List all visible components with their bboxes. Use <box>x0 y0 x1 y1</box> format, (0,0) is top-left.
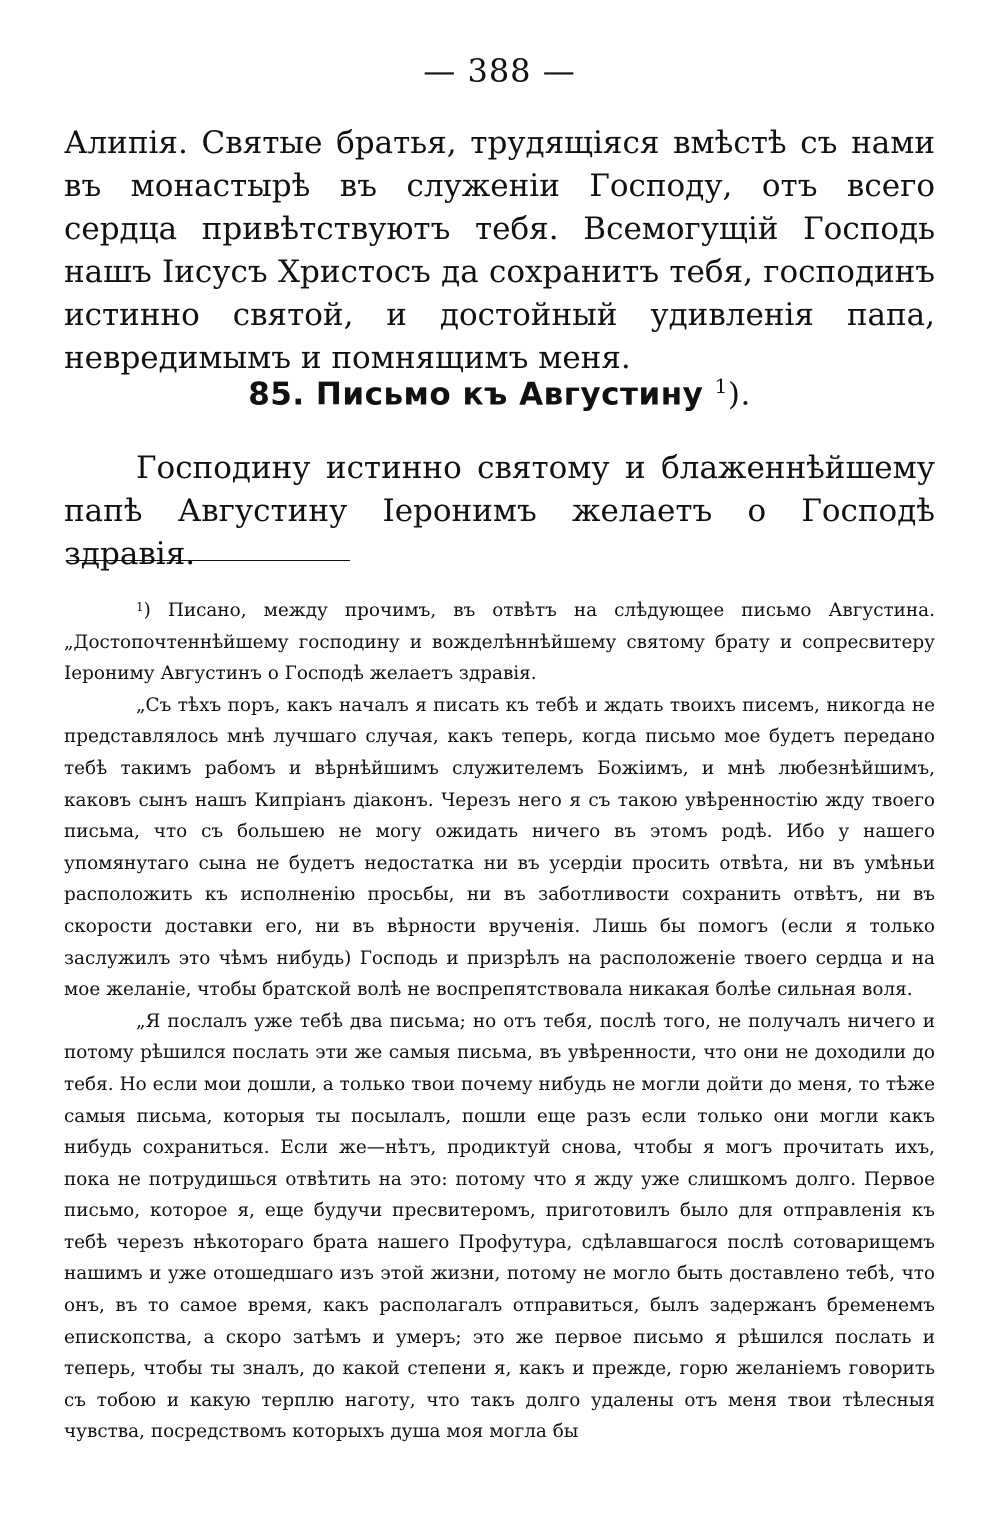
heading-footnote-mark: 1 <box>714 374 728 398</box>
footnote-paragraph-1: „Съ тѣхъ поръ, какъ началъ я писать къ тебѣ и ждать твоихъ писемъ, никогда не представлялось мнѣ лучшаго случая, какъ теперь, когда письмо мое будетъ передано тебѣ такимъ рабомъ и вѣрнѣйшимъ служителемъ Божіимъ, и мнѣ любезнѣйшимъ, каковъ сынъ нашъ Кипріанъ діаконъ. Черезъ него я съ такою увѣренностію жду твоего письма, что съ большею не могу ожидать ничего въ этомъ родѣ. Ибо у нашего упомянутаго сына не будетъ недостатка ни въ усердіи просить отвѣта, ни въ умѣньи расположить къ исполненію просьбы, ни въ заботливости сохранить отвѣтъ, ни въ скорости доставки его, ни въ вѣрности врученія. Лишь бы помогъ (если я только заслужилъ это чѣмъ нибудь) Господь и призрѣлъ на расположеніе твоего сердца и на мое желаніе, чтобы братской волѣ не воспрепятствовала никакая болѣе сильная воля. <box>64 694 935 1001</box>
footnote-separator <box>66 560 350 561</box>
footnote-intro <box>64 592 935 690</box>
footnotes <box>64 592 935 1448</box>
footnote-intro-text: ) Писано, между прочимъ, въ отвѣтъ на слѣдующее письмо Августина. „Достопочтеннѣйшему господину и вожделѣннѣйшему святому брату и сопресвитеру Іерониму Августинъ о Господѣ желаетъ здравія. <box>64 600 935 685</box>
greeting-paragraph <box>64 447 935 576</box>
page-number: — 388 — <box>423 52 576 90</box>
continuation-paragraph <box>64 122 935 380</box>
letter-heading <box>0 374 999 412</box>
footnote-mark: 1 <box>136 600 144 614</box>
greeting-text: Господину истинно святому и блаженнѣйшему папѣ Августину Іеронимъ желаетъ о Господѣ здравія. <box>64 450 935 572</box>
letter-heading-text: 85. Письмо къ Августину <box>248 376 715 413</box>
heading-close: ). <box>727 376 751 413</box>
footnote-paragraph-2: „Я послалъ уже тебѣ два письма; но отъ тебя, послѣ того, не получалъ ничего и потому рѣшился послать эти же самыя письма, въ увѣренности, что они не доходили до тебя. Но если мои дошли, а только твои почему нибудь не могли дойти до меня, то тѣже самыя письма, которыя ты посылалъ, пошли еще разъ если только они могли какъ нибудь сохраниться. Если же—нѣтъ, продиктуй снова, чтобы я могъ прочитать ихъ, пока не потрудишься отвѣтить на это: потому что я жду уже слишкомъ долго. Первое письмо, которое я, еще будучи пресвитеромъ, приготовилъ было для отправленія къ тебѣ черезъ нѣкотораго брата нашего Профутура, сдѣлавшагося послѣ сотоварищемъ нашимъ и уже отошедшаго изъ этой жизни, потому не могло быть доставлено тебѣ, что онъ, въ то самое время, какъ располагалъ отправиться, былъ задержанъ бременемъ епископства, а скоро затѣмъ и умеръ; это же первое письмо я рѣшился послать и теперь, чтобы ты зналъ, до какой степени я, какъ и прежде, горю желаніемъ говорить съ тобою и какую терплю наготу, что такъ долго удалены отъ меня твои тѣлесныя чувства, посредствомъ которыхъ душа моя могла бы <box>64 1010 935 1443</box>
continuation-text: Алипія. Святые братья, трудящіяся вмѣстѣ съ нами въ монастырѣ въ служеніи Господу, отъ всего сердца привѣтствуютъ тебя. Всемогущій Господь нашъ Іисусъ Христосъ да сохранитъ тебя, господинъ истинно святой, и достойный удивленія папа, невредимымъ и помнящимъ меня. <box>64 125 935 376</box>
